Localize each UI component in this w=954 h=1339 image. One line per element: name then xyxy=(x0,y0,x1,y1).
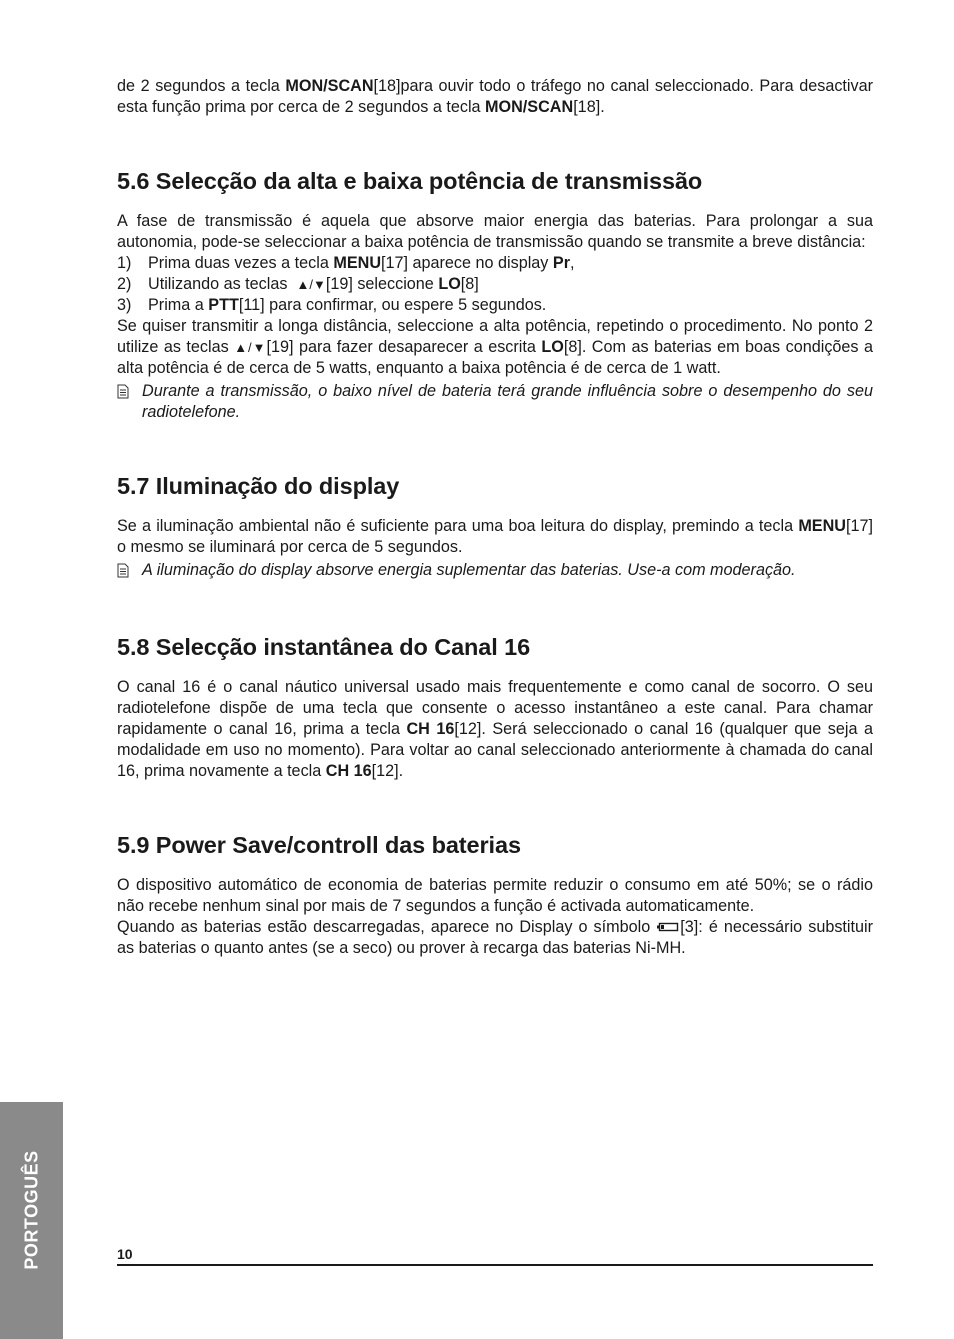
s56-steps-list xyxy=(117,253,873,316)
list-item: 2) Utilizando as teclas ▲/▼[19] seleccione LO[8] xyxy=(117,275,479,293)
s56-note: Durante a transmissão, o baixo nível de bateria terá grande influência sobre o desempenho do seu radiotelefone. xyxy=(117,381,873,423)
s56-paragraph-2: Se quiser transmitir a longa distância, seleccione a alta potência, repetindo o procedimento. No ponto 2 utilize as teclas ▲/▼[19] para fazer desaparecer a escrita LO[8]. Com as baterias em boas condições a alta potência é de cerca de 5 watts, enquanto a baixa potência é de cerca de 1 watt. xyxy=(117,317,873,377)
up-down-arrow-icon: ▲/▼ xyxy=(234,340,267,355)
intro-paragraph: de 2 segundos a tecla MON/SCAN[18]para ouvir todo o tráfego no canal seleccionado. Para desactivar esta função prima por cerca de 2 segundos a tecla MON/SCAN[18]. xyxy=(117,77,873,116)
battery-low-icon xyxy=(657,917,679,938)
heading-5-9: 5.9 Power Save/controll das baterias xyxy=(117,832,521,858)
list-item: 3) Prima a PTT[11] para confirmar, ou espere 5 segundos. xyxy=(117,296,547,314)
page-number: 10 xyxy=(117,1246,133,1262)
s57-note: A iluminação do display absorve energia suplementar das baterias. Use-a com moderação. xyxy=(117,560,873,584)
list-item: 1) Prima duas vezes a tecla MENU[17] aparece no display Pr, xyxy=(117,254,575,272)
language-label: PORTOGUÊS xyxy=(21,1150,42,1270)
heading-5-8: 5.8 Selecção instantânea do Canal 16 xyxy=(117,634,531,660)
up-down-arrow-icon: ▲/▼ xyxy=(296,277,326,292)
heading-5-7: 5.7 Iluminação do display xyxy=(117,473,400,499)
s56-paragraph-1: A fase de transmissão é aquela que absorve maior energia das baterias. Para prolongar a sua autonomia, pode-se seleccionar a baixa potência de transmissão quando se transmite a breve distância: xyxy=(117,212,873,251)
note-page-icon xyxy=(117,381,142,423)
note-page-icon xyxy=(117,560,142,584)
footer-divider xyxy=(117,1264,873,1266)
page-content xyxy=(117,76,873,959)
s57-paragraph-1: Se a iluminação ambiental não é suficiente para uma boa leitura do display, premindo a tecla MENU[17] o mesmo se iluminará por cerca de 5 segundos. xyxy=(117,517,873,556)
s59-paragraph-1: O dispositivo automático de economia de baterias permite reduzir o consumo em até 50%; se o rádio não recebe nenhum sinal por mais de 7 segundos a função é activada automaticamente. xyxy=(117,876,873,915)
s58-paragraph-1: O canal 16 é o canal náutico universal usado mais frequentemente e como canal de socorro. O seu radiotelefone dispõe de uma tecla que consente o acesso instantâneo a este canal. Para chamar rapidamente o canal 16, prima a tecla CH 16[12]. Será seleccionado o canal 16 (qualquer que seja a modalidade em uso no momento). Para voltar ao canal seleccionado anteriormente à chamada do canal 16, prima novamente a tecla CH 16[12]. xyxy=(117,678,873,780)
heading-5-6: 5.6 Selecção da alta e baixa potência de transmissão xyxy=(117,168,703,194)
s59-paragraph-2: Quando as baterias estão descarregadas, aparece no Display o símbolo [3]: é necessário substituir as baterias o quanto antes (se a seco) ou prover à recarga das baterias Ni-MH. xyxy=(117,918,873,958)
